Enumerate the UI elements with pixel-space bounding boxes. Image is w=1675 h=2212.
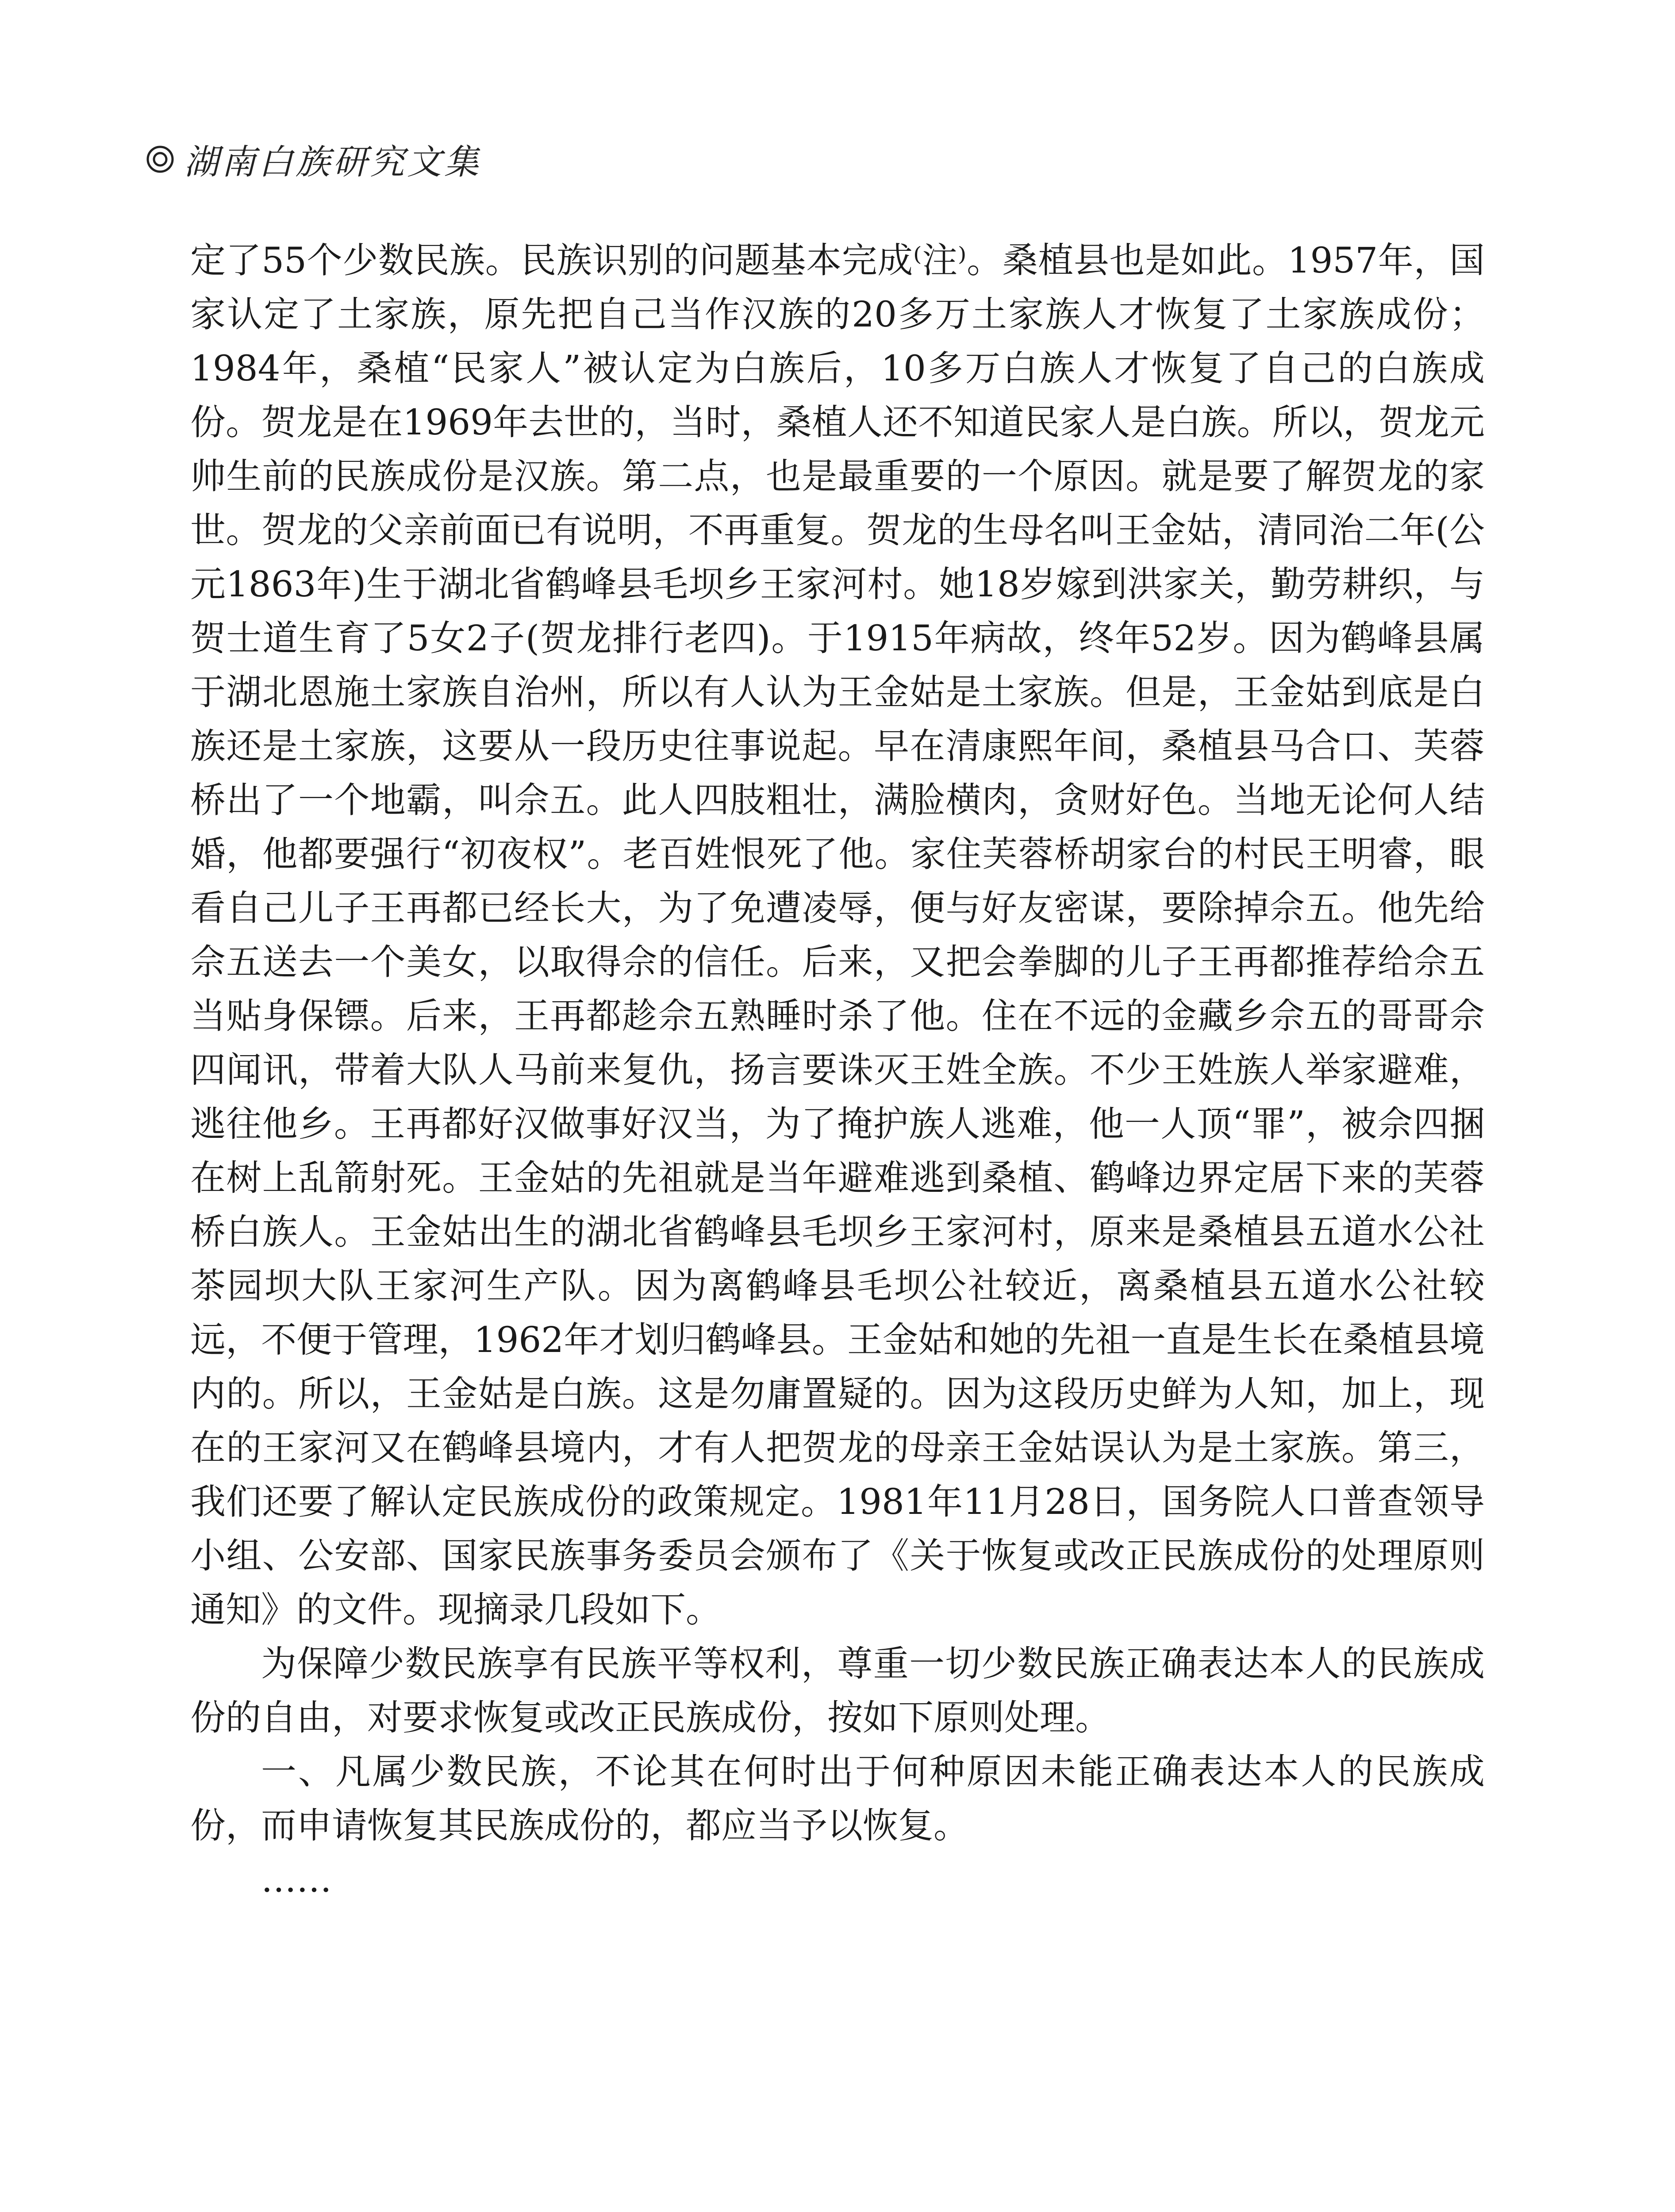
- running-header: [146, 133, 481, 186]
- paragraph-ellipsis: ……: [261, 1859, 332, 1900]
- paragraph-main: 定了55个少数民族。民族识别的问题基本完成⁽注⁾。桑植县也是如此。1957年，国家认定了土家族，原先把自己当作汉族的20多万土家族人才恢复了土家族成份；1984年，桑植“民家人”被认定为白族后，10多万白族人才恢复了自己的白族成份。贺龙是在1969年去世的，当时，桑植人还不知道民家人是白族。所以，贺龙元帅生前的民族成份是汉族。第二点，也是最重要的一个原因。就是要了解贺龙的家世。贺龙的父亲前面已有说明，不再重复。贺龙的生母名叫王金姑，清同治二年(公元1863年)生于湖北省鹤峰县毛坝乡王家河村。她18岁嫁到洪家关，勤劳耕织，与贺士道生育了5女2子(贺龙排行老四)。于1915年病故，终年52岁。因为鹤峰县属于湖北恩施土家族自治州，所以有人认为王金姑是土家族。但是，王金姑到底是白族还是土家族，这要从一段历史往事说起。早在清康熙年间，桑植县马合口、芙蓉桥出了一个地霸，叫佘五。此人四肢粗壮，满脸横肉，贪财好色。当地无论何人结婚，他都要强行“初夜权”。老百姓恨死了他。家住芙蓉桥胡家台的村民王明睿，眼看自己儿子王再都已经长大，为了免遭凌辱，便与好友密谋，要除掉佘五。他先给佘五送去一个美女，以取得佘的信任。后来，又把会拳脚的儿子王再都推荐给佘五当贴身保镖。后来，王再都趁佘五熟睡时杀了他。住在不远的金藏乡佘五的哥哥佘四闻讯，带着大队人马前来复仇，扬言要诛灭王姓全族。不少王姓族人举家避难，逃往他乡。王再都好汉做事好汉当，为了掩护族人逃难，他一人顶“罪”，被佘四捆在树上乱箭射死。王金姑的先祖就是当年避难逃到桑植、鹤峰边界定居下来的芙蓉桥白族人。王金姑出生的湖北省鹤峰县毛坝乡王家河村，原来是桑植县五道水公社茶园坝大队王家河生产队。因为离鹤峰县毛坝公社较近，离桑植县五道水公社较远，不便于管理，1962年才划归鹤峰县。王金姑和她的先祖一直是生长在桑植县境内的。所以，王金姑是白族。这是勿庸置疑的。因为这段历史鲜为人知，加上，现在的王家河又在鹤峰县境内，才有人把贺龙的母亲王金姑误认为是土家族。第三，我们还要了解认定民族成份的政策规定。1981年11月28日，国务院人口普查领导小组、公安部、国家民族事务委员会颁布了《关于恢复或改正民族成份的处理原则通知》的文件。现摘录几段如下。: [190, 240, 1485, 1630]
- body-text: [190, 234, 1485, 1907]
- book-title: 湖南白族研究文集: [184, 142, 482, 182]
- paragraph-quote-item-1: 一、凡属少数民族，不论其在何时出于何种原因未能正确表达本人的民族成份，而申请恢复其民族成份的，都应当予以恢复。: [190, 1751, 1485, 1846]
- paragraph-quote-intro: 为保障少数民族享有民族平等权利，尊重一切少数民族正确表达本人的民族成份的自由，对要求恢复或改正民族成份，按如下原则处理。: [190, 1643, 1485, 1738]
- double-circle-icon: [146, 145, 174, 173]
